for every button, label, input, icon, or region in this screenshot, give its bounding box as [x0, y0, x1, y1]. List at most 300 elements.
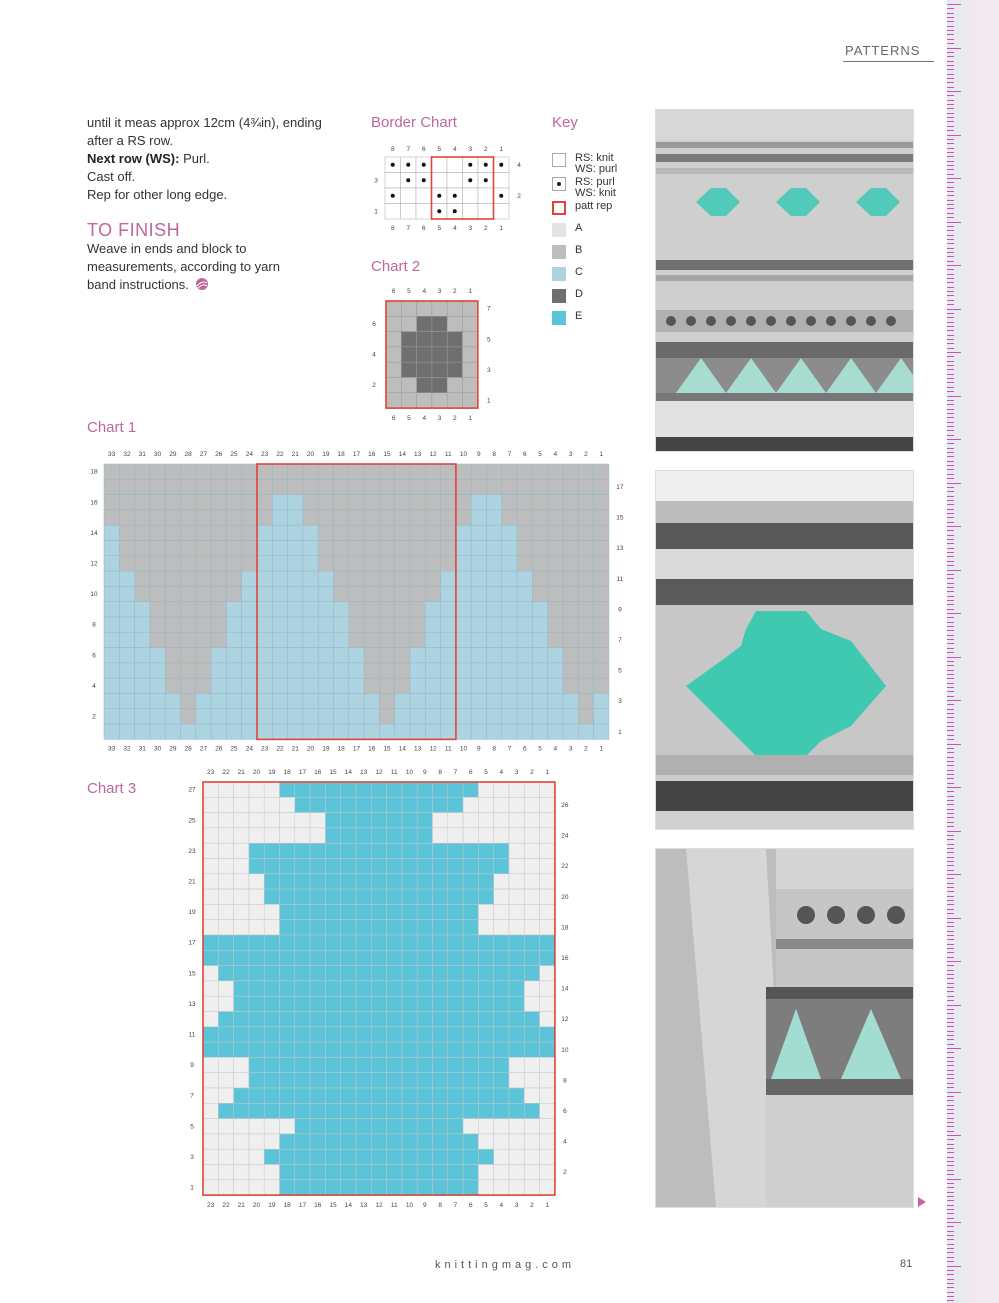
chart-cell — [433, 843, 448, 858]
chart-cell — [524, 797, 539, 812]
chart-cell — [257, 663, 272, 678]
ruler-tick — [947, 1035, 954, 1036]
chart-cell — [349, 464, 364, 479]
chart-cell — [196, 510, 211, 525]
chart-cell — [196, 648, 211, 663]
chart-cell — [272, 694, 287, 709]
col-label: 8 — [390, 146, 395, 153]
col-label: 27 — [199, 745, 208, 753]
chart-cell — [487, 617, 502, 632]
ruler-tick — [947, 335, 954, 336]
chart-cell — [456, 495, 471, 510]
purl-dot — [468, 163, 472, 167]
chart-cell — [272, 724, 287, 739]
chart-cell — [386, 316, 401, 331]
chart-cell — [211, 724, 226, 739]
chart-cell — [524, 1165, 539, 1180]
chart-cell — [325, 874, 340, 889]
chart-cell — [509, 1119, 524, 1134]
ruler-tick — [947, 117, 954, 118]
key-label-line: WS: knit — [575, 187, 616, 199]
chart-cell — [387, 920, 402, 935]
chart-cell — [456, 724, 471, 739]
chart-cell — [249, 1042, 264, 1057]
ruler-tick — [947, 991, 954, 992]
purl-dot — [422, 163, 426, 167]
chart-cell — [150, 632, 165, 647]
chart-cell — [441, 709, 456, 724]
chart-cell — [594, 479, 609, 494]
chart-cell — [249, 1103, 264, 1118]
chart-cell — [264, 966, 279, 981]
chart-cell — [341, 1165, 356, 1180]
ruler-tick — [947, 313, 954, 314]
chart-cell — [517, 495, 532, 510]
finish-line-text: band instructions. — [87, 277, 189, 292]
chart-cell — [295, 1088, 310, 1103]
chart-cell — [303, 678, 318, 693]
ruler-tick — [947, 148, 954, 149]
row-label: 7 — [618, 636, 622, 644]
chart-cell — [364, 525, 379, 540]
chart-cell — [478, 1027, 493, 1042]
chart-cell — [280, 1042, 295, 1057]
col-label: 26 — [215, 745, 223, 753]
chart-cell — [234, 1027, 249, 1042]
chart-cell — [432, 332, 447, 347]
ruler-tick — [947, 1222, 961, 1223]
chart-cell — [226, 525, 241, 540]
col-label: 12 — [375, 1202, 383, 1210]
ruler-tick — [947, 483, 961, 484]
row-label: 10 — [561, 1046, 569, 1054]
chart-cell — [478, 950, 493, 965]
chart-cell — [379, 510, 394, 525]
chart-cell — [242, 709, 257, 724]
chart-cell — [218, 1119, 233, 1134]
chart-cell — [410, 602, 425, 617]
chart-cell — [395, 694, 410, 709]
purl-dot — [422, 178, 426, 182]
chart-cell — [417, 859, 432, 874]
ruler-tick — [947, 121, 954, 122]
ruler-tick — [947, 1296, 954, 1297]
chart-cell — [548, 694, 563, 709]
chart-cell — [448, 859, 463, 874]
ruler-tick — [947, 965, 954, 966]
chart-cell — [310, 843, 325, 858]
chart-cell — [402, 950, 417, 965]
blanket-photo-top — [655, 109, 914, 452]
col-label: 8 — [390, 225, 395, 232]
chart-cell — [334, 602, 349, 617]
chart-cell — [509, 904, 524, 919]
chart-cell — [218, 1165, 233, 1180]
ruler-tick — [947, 535, 954, 536]
key-label-line: A — [575, 222, 583, 234]
chart-cell — [456, 602, 471, 617]
chart-cell — [234, 1180, 249, 1195]
ruler-tick — [947, 1192, 954, 1193]
chart-cell — [242, 525, 257, 540]
chart-cell — [494, 1149, 509, 1164]
chart-cell — [325, 1042, 340, 1057]
chart-cell — [448, 1073, 463, 1088]
chart-cell — [280, 904, 295, 919]
col-label: 5 — [484, 1202, 488, 1210]
chart-cell — [540, 1042, 555, 1057]
chart-cell — [594, 602, 609, 617]
ruler-tick — [947, 78, 954, 79]
row-label: 1 — [486, 397, 491, 405]
ruler-tick — [947, 4, 961, 5]
chart-cell — [150, 556, 165, 571]
chart-cell — [196, 724, 211, 739]
chart-cell — [341, 813, 356, 828]
chart-cell — [401, 378, 416, 393]
ruler-tick — [947, 643, 954, 644]
chart-cell — [135, 571, 150, 586]
ruler-tick — [947, 552, 954, 553]
chart-cell — [410, 510, 425, 525]
chart-cell — [387, 1149, 402, 1164]
chart-cell — [402, 1012, 417, 1027]
chart3-title: Chart 3 — [87, 780, 137, 797]
row-label: 27 — [188, 786, 196, 794]
col-label: 13 — [360, 769, 368, 776]
ruler-tick — [947, 1000, 954, 1001]
chart-cell — [395, 586, 410, 601]
chart-cell — [502, 617, 517, 632]
ruler-tick — [947, 657, 961, 658]
chart-cell — [318, 586, 333, 601]
chart-cell — [150, 571, 165, 586]
chart-cell — [356, 1088, 371, 1103]
chart-cell — [379, 602, 394, 617]
chart-cell — [425, 632, 440, 647]
chart-cell — [517, 510, 532, 525]
chart-cell — [303, 694, 318, 709]
ruler-tick — [947, 361, 954, 362]
col-label: 10 — [405, 1202, 414, 1210]
chart-cell — [211, 510, 226, 525]
chart-cell — [303, 709, 318, 724]
chart-cell — [334, 479, 349, 494]
ruler-tick — [947, 135, 961, 136]
chart-cell — [249, 1073, 264, 1088]
chart-cell — [203, 935, 218, 950]
chart-cell — [272, 541, 287, 556]
ruler-tick — [947, 857, 954, 858]
chart-cell — [402, 843, 417, 858]
chart-cell — [494, 950, 509, 965]
ruler-tick — [947, 500, 954, 501]
chart-cell — [441, 495, 456, 510]
col-label: 15 — [383, 451, 391, 458]
chart-cell — [371, 1165, 386, 1180]
chart-cell — [448, 782, 463, 797]
key-label — [575, 201, 612, 212]
chart-cell — [295, 828, 310, 843]
ruler-tick — [947, 1087, 954, 1088]
col-label: 10 — [405, 769, 414, 776]
chart-cell — [341, 782, 356, 797]
chart-cell — [104, 541, 119, 556]
chart-cell — [410, 556, 425, 571]
ruler-tick — [947, 530, 954, 531]
chart-cell — [218, 1027, 233, 1042]
chart-cell — [532, 479, 547, 494]
col-label: 13 — [414, 451, 422, 458]
chart-cell — [402, 1042, 417, 1057]
chart-cell — [487, 709, 502, 724]
row-label: 18 — [561, 924, 569, 932]
col-label: 9 — [423, 769, 427, 776]
ruler-tick — [947, 1057, 954, 1058]
finish-line — [87, 276, 347, 294]
ruler-tick — [947, 326, 954, 327]
chart-cell — [417, 1134, 432, 1149]
chart-cell — [234, 966, 249, 981]
chart-cell — [310, 1027, 325, 1042]
chart-cell — [487, 571, 502, 586]
chart-cell — [119, 586, 134, 601]
chart-cell — [509, 889, 524, 904]
chart-cell — [548, 678, 563, 693]
chart-cell — [371, 874, 386, 889]
chart-cell — [441, 724, 456, 739]
chart-cell — [509, 1149, 524, 1164]
ruler-tick — [947, 243, 954, 244]
chart-cell — [303, 479, 318, 494]
chart-cell — [295, 1012, 310, 1027]
chart-cell — [478, 1012, 493, 1027]
chart-cell — [356, 889, 371, 904]
chart-cell — [211, 586, 226, 601]
chart-cell — [532, 709, 547, 724]
chart-cell — [280, 950, 295, 965]
chart-cell — [218, 843, 233, 858]
chart-cell — [509, 797, 524, 812]
chart-cell — [410, 541, 425, 556]
chart-cell — [280, 1149, 295, 1164]
ruler-tick — [947, 74, 954, 75]
chart-cell — [135, 694, 150, 709]
chart-cell — [509, 1042, 524, 1057]
border-chart — [365, 140, 535, 240]
chart-cell — [272, 495, 287, 510]
chart-cell — [563, 495, 578, 510]
chart-cell — [257, 479, 272, 494]
ruler-tick — [947, 82, 954, 83]
ruler-tick — [947, 304, 954, 305]
chart-cell — [433, 797, 448, 812]
chart-cell — [402, 1119, 417, 1134]
chart-cell — [272, 510, 287, 525]
chart-cell — [288, 694, 303, 709]
chart-cell — [356, 813, 371, 828]
chart-cell — [494, 981, 509, 996]
ruler-tick — [947, 369, 954, 370]
chart-cell — [385, 173, 401, 189]
chart-cell — [341, 874, 356, 889]
chart-cell — [478, 813, 493, 828]
chart-cell — [325, 935, 340, 950]
chart-cell — [402, 996, 417, 1011]
ruler-tick — [947, 970, 954, 971]
chart-cell — [502, 602, 517, 617]
chart-cell — [196, 663, 211, 678]
chart-cell — [234, 1012, 249, 1027]
chart-cell — [401, 362, 416, 377]
chart-cell — [471, 663, 486, 678]
chart-cell — [379, 571, 394, 586]
chart-cell — [417, 393, 432, 408]
chart-cell — [135, 602, 150, 617]
chart-cell — [540, 996, 555, 1011]
chart-cell — [218, 859, 233, 874]
ruler-tick — [947, 365, 954, 366]
ruler-tick — [947, 804, 954, 805]
ruler-tick — [947, 596, 954, 597]
chart-cell — [280, 1103, 295, 1118]
ruler-tick — [947, 274, 954, 275]
chart-cell — [325, 996, 340, 1011]
chart-cell — [433, 1119, 448, 1134]
ruler-tick — [947, 1122, 954, 1123]
chart-cell — [280, 782, 295, 797]
blanket-photo-middle — [655, 470, 914, 830]
chart-cell — [364, 541, 379, 556]
ruler-tick — [947, 1135, 961, 1136]
chart-cell — [325, 813, 340, 828]
chart-cell — [196, 464, 211, 479]
chart-cell — [447, 301, 462, 316]
chart-cell — [441, 556, 456, 571]
col-label: 22 — [276, 451, 284, 458]
instruction-line: after a RS row. — [87, 133, 173, 148]
col-label: 22 — [276, 745, 284, 753]
chart-cell — [433, 1057, 448, 1072]
chart-cell — [356, 904, 371, 919]
col-label: 2 — [453, 415, 457, 423]
ruler-tick — [947, 778, 954, 779]
col-label: 22 — [222, 769, 230, 776]
chart-cell — [548, 556, 563, 571]
ruler-tick — [947, 1239, 954, 1240]
chart-cell — [540, 797, 555, 812]
ruler-tick — [947, 1109, 954, 1110]
chart-cell — [594, 541, 609, 556]
ruler-tick — [947, 556, 954, 557]
col-label: 12 — [375, 769, 383, 776]
chart-cell — [349, 632, 364, 647]
chart-cell — [456, 525, 471, 540]
chart-cell — [432, 301, 447, 316]
chart-cell — [447, 362, 462, 377]
chart-cell — [509, 996, 524, 1011]
chart-cell — [524, 1057, 539, 1072]
chart-cell — [502, 709, 517, 724]
ruler-tick — [947, 957, 954, 958]
knitted-edge-image — [656, 849, 913, 1207]
chart-cell — [119, 541, 134, 556]
key-label-line: RS: knit — [575, 152, 614, 164]
key-label-line: E — [575, 310, 583, 322]
chart-cell — [463, 362, 478, 377]
ruler-tick — [947, 931, 954, 932]
chart-cell — [494, 904, 509, 919]
chart-cell — [234, 981, 249, 996]
chart-cell — [218, 1042, 233, 1057]
chart-cell — [218, 1073, 233, 1088]
chart-cell — [242, 495, 257, 510]
chart-cell — [203, 859, 218, 874]
ruler-tick — [947, 1187, 954, 1188]
chart-cell — [165, 663, 180, 678]
chart-cell — [257, 632, 272, 647]
ruler-tick — [947, 722, 954, 723]
chart-cell — [441, 663, 456, 678]
chart-cell — [196, 602, 211, 617]
chart-cell — [364, 556, 379, 571]
chart-cell — [242, 510, 257, 525]
chart-cell — [318, 510, 333, 525]
chart-cell — [387, 1134, 402, 1149]
ruler-tick — [947, 918, 961, 919]
chart-cell — [196, 617, 211, 632]
row-label: 25 — [188, 817, 196, 825]
chart-cell — [441, 479, 456, 494]
chart-cell — [203, 1057, 218, 1072]
col-label: 18 — [337, 451, 345, 458]
row-label: 15 — [616, 514, 624, 522]
chart-cell — [310, 996, 325, 1011]
chart-cell — [478, 828, 493, 843]
chart-cell — [203, 874, 218, 889]
chart-cell — [448, 1103, 463, 1118]
chart-cell — [242, 648, 257, 663]
chart-cell — [295, 874, 310, 889]
row-label: 16 — [90, 499, 98, 507]
ruler-tick — [947, 378, 954, 379]
ruler-tick — [947, 1179, 961, 1180]
chart-cell — [387, 828, 402, 843]
chart-cell — [165, 556, 180, 571]
chart-cell — [478, 966, 493, 981]
row-label: 10 — [90, 591, 98, 599]
chart-cell — [165, 602, 180, 617]
chart-cell — [288, 648, 303, 663]
col-label: 24 — [245, 451, 253, 458]
chart-cell — [563, 510, 578, 525]
chart-cell — [540, 782, 555, 797]
chart-cell — [447, 173, 463, 189]
ruler-tick — [947, 526, 961, 527]
chart-cell — [318, 464, 333, 479]
chart-cell — [471, 586, 486, 601]
chart-cell — [234, 1165, 249, 1180]
chart-cell — [433, 1149, 448, 1164]
ruler-tick — [947, 748, 954, 749]
ruler-tick — [947, 400, 954, 401]
key-label — [575, 245, 582, 256]
chart-cell — [433, 782, 448, 797]
chart-cell — [532, 541, 547, 556]
row-label: 9 — [618, 606, 622, 614]
chart-cell — [325, 859, 340, 874]
chart-cell — [386, 347, 401, 362]
